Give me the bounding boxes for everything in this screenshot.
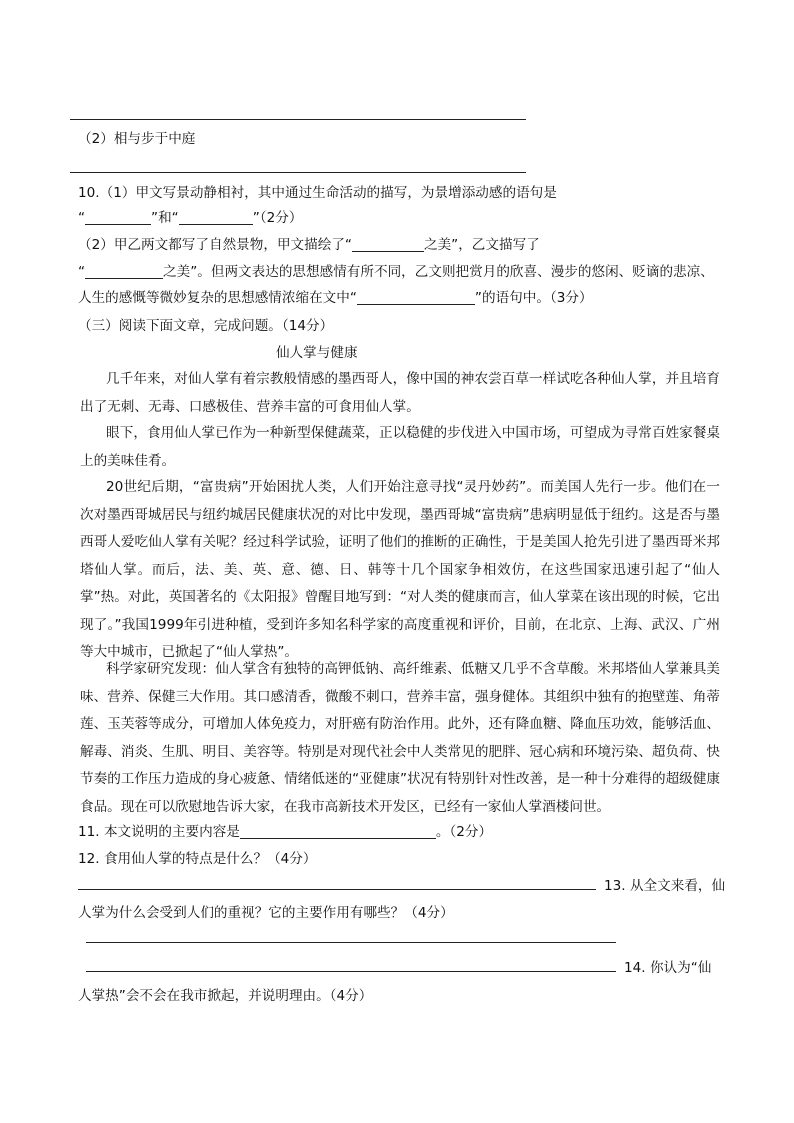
blank[interactable]: [85, 264, 163, 279]
q10-line1: 10.（1）甲文写景动静相衬，其中通过生命活动的描写，为景增添动感的语句是: [78, 185, 557, 201]
q13-start: 13. 从全文来看，仙: [604, 878, 726, 894]
answer-line: [86, 971, 616, 972]
q10-text: ”的语句中。（3分）: [474, 290, 593, 306]
q10-line5: [78, 288, 593, 308]
q10-line2: [78, 208, 302, 228]
q10-line4: [78, 262, 714, 282]
q10-text: （2）甲乙两文都写了自然景物，甲文描绘了“: [78, 237, 352, 253]
section-heading: （三）阅读下面文章，完成问题。（14分）: [78, 318, 334, 334]
q10-line3: [78, 235, 540, 255]
article-paragraph: 科学家研究发现：仙人掌含有独特的高钾低钠、高纤维素、低糖又几乎不含草酸。米邦塔仙人掌兼具美味、营养、保健三大作用。其口感清香，微酸不刺口，营养丰富，强身健体。其组织中独有的抱壁莲、角蒂莲、玉芙蓉等成分，可增加人体免疫力，对肝癌有防治作用。此外，还有降血糖、降血压功效，能够活血、解毒、消炎、生肌、明目、美容等。特别是对现代社会中人类常见的肥胖、冠心病和环境污染、超负荷、快节奏的工作压力造成的身心疲惫、情绪低迷的“亚健康”状况有特别针对性改善，是一种十分难得的超级健康食品。现在可以欣慰地告诉大家，在我市高新技术开发区，已经有一家仙人掌酒楼问世。: [80, 661, 720, 815]
q10-text: “: [78, 264, 86, 280]
q10-text: 之美”。但两文表达的思想感情有所不同，乙文则把赏月的欣喜、漫步的悠闲、贬谪的悲凉、: [163, 264, 714, 280]
q11: [78, 822, 492, 842]
blank[interactable]: [240, 824, 436, 839]
answer-line: [70, 172, 526, 173]
article-paragraph: 20世纪后期，“富贵病”开始困扰人类，人们开始注意寻找“灵丹妙药”。而美国人先行一步。他们在一次对墨西哥城居民与纽约城居民健康状况的对比中发现，墨西哥城“富贵病”患病明显低于纽约。这是否与墨西哥人爱吃仙人掌有关呢？经过科学试验，证明了他们的推断的正确性，于是美国人抢先引进了墨西哥米邦塔仙人掌。而后，法、美、英、意、德、日、韩等十几个国家争相效仿，在这些国家迅速引起了“仙人掌”热。对此，英国著名的《太阳报》曾醒目地写到：“对人类的健康而言，仙人掌菜在该出现的时候，它出现了。”我国1999年引进种植，受到许多知名科学家的高度重视和评价，目前，在北京、上海、武汉、广州等大中城市，已掀起了“仙人掌热”。: [80, 479, 720, 660]
blank[interactable]: [357, 290, 475, 305]
answer-line: [70, 119, 526, 120]
q9-sub2: （2）相与步于中庭: [78, 131, 196, 147]
blank[interactable]: [352, 237, 424, 252]
q14-start: 14. 你认为“仙: [624, 960, 712, 976]
blank[interactable]: [85, 210, 151, 225]
q10-text: 人生的感慨等微妙复杂的思想感情浓缩在文中“: [78, 290, 357, 306]
q10-text: 之美”，乙文描写了: [423, 237, 540, 253]
q12: 12. 食用仙人掌的特点是什么？（4分）: [78, 851, 317, 867]
blank[interactable]: [179, 210, 253, 225]
article-title: 仙人掌与健康: [276, 345, 358, 361]
q10-text: “: [78, 210, 86, 226]
q11-text: 11. 本文说明的主要内容是: [78, 824, 240, 840]
q10-text: ”和“: [151, 210, 179, 226]
q10-text: ”（2分）: [252, 210, 303, 226]
answer-line: [86, 942, 616, 943]
article-paragraph: 几千年来，对仙人掌有着宗教般情感的墨西哥人，像中国的神农尝百草一样试吃各种仙人掌，并且培育出了无刺、无毒、口感极佳、营养丰富的可食用仙人掌。: [80, 371, 720, 415]
article-paragraph: 眼下，食用仙人掌已作为一种新型保健蔬菜，正以稳健的步伐进入中国市场，可望成为寻常百姓家餐桌上的美味佳肴。: [80, 425, 720, 469]
answer-line: [78, 889, 596, 890]
q14-cont: 人掌热”会不会在我市掀起，并说明理由。（4分）: [78, 988, 373, 1004]
q13-cont: 人掌为什么会受到人们的重视？它的主要作用有哪些？（4分）: [78, 905, 454, 921]
q11-text: 。（2分）: [435, 824, 493, 840]
